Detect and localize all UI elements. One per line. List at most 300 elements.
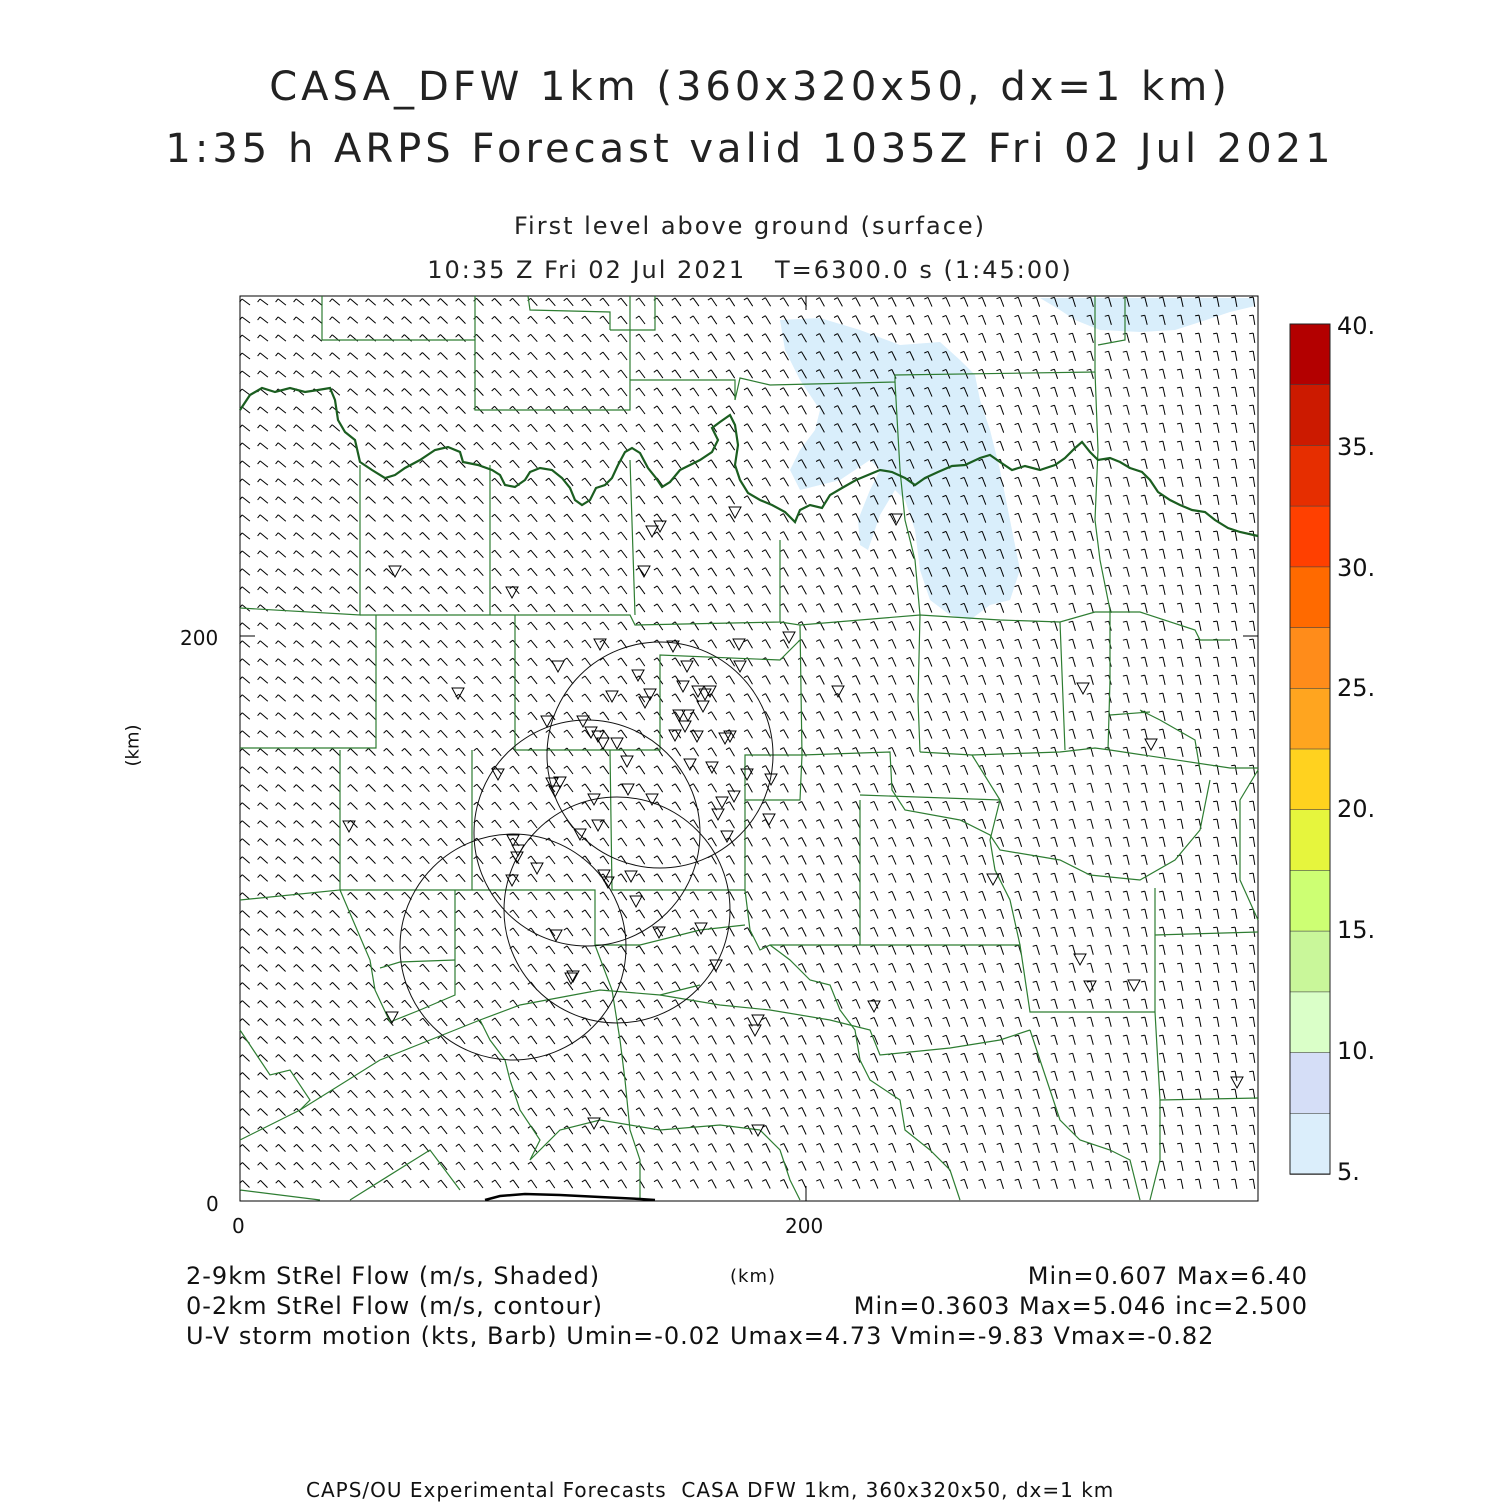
barb-flag — [762, 928, 766, 930]
barb-staff — [260, 677, 268, 684]
barb-staff — [296, 947, 303, 954]
barb-flag — [420, 766, 423, 769]
barb-flag — [1177, 711, 1181, 712]
barb-flag — [582, 424, 585, 427]
barb-staff — [278, 335, 286, 341]
barb-staff — [260, 299, 268, 305]
barb-flag — [366, 497, 369, 500]
barb-flag — [276, 695, 279, 698]
barb-staff — [369, 713, 376, 720]
barb-staff — [567, 1000, 573, 1008]
barb-flag — [420, 1072, 423, 1075]
barb-staff — [639, 532, 645, 540]
barb-flag — [744, 712, 748, 714]
barb-flag — [1177, 837, 1181, 838]
barb-staff — [1199, 333, 1201, 343]
barb-flag — [1033, 549, 1037, 550]
barb-flag — [726, 874, 729, 876]
barb-staff — [1199, 981, 1201, 991]
barb-flag — [1105, 477, 1109, 478]
barb-flag — [1159, 1035, 1163, 1036]
barb-staff — [621, 1036, 626, 1044]
barb-staff — [892, 963, 896, 972]
barb-flag — [1195, 423, 1199, 424]
barb-staff — [1055, 657, 1058, 667]
barb-staff — [531, 910, 537, 918]
barb-flag — [1051, 495, 1055, 496]
barb-staff — [513, 766, 519, 774]
barb-flag — [294, 731, 297, 734]
barb-staff — [693, 550, 698, 558]
barb-flag — [997, 1017, 1001, 1018]
barb-staff — [766, 532, 771, 541]
barb-flag — [1249, 603, 1253, 604]
barb-staff — [1037, 873, 1040, 883]
barb-staff — [712, 910, 717, 919]
barb-staff — [477, 748, 483, 756]
barb-staff — [332, 821, 339, 828]
barb-staff — [369, 731, 376, 738]
barb-flag — [330, 479, 333, 482]
barb-flag — [1105, 711, 1109, 712]
barb-flag — [1123, 1035, 1127, 1036]
barb-staff — [675, 784, 680, 792]
barb-staff — [387, 694, 394, 701]
barb-flag — [925, 963, 929, 965]
barb-flag — [978, 297, 982, 298]
barb-flag — [834, 874, 838, 876]
barb-staff — [1145, 819, 1147, 829]
barb-staff — [314, 749, 321, 756]
barb-flag — [924, 693, 928, 695]
barb-flag — [1231, 801, 1235, 802]
barb-staff — [278, 767, 285, 774]
barb-flag — [438, 1072, 441, 1075]
barb-staff — [1253, 549, 1255, 559]
barb-staff — [1253, 801, 1255, 811]
barb-staff — [242, 749, 250, 756]
barb-staff — [730, 946, 735, 955]
barb-staff — [1073, 729, 1076, 739]
barb-flag — [1195, 369, 1199, 370]
barb-staff — [712, 1018, 717, 1027]
barb-flag — [366, 461, 369, 464]
barb-staff — [585, 802, 591, 810]
barb-flag — [870, 586, 874, 588]
barb-staff — [1036, 531, 1039, 540]
barb-staff — [477, 496, 484, 503]
barb-staff — [693, 424, 699, 432]
barb-staff — [260, 623, 268, 629]
barb-flag — [798, 532, 802, 534]
barb-flag — [744, 568, 747, 570]
barb-flag — [1033, 765, 1037, 766]
barb-staff — [675, 694, 680, 702]
barb-staff — [1163, 711, 1165, 721]
barb-staff — [802, 874, 806, 883]
barb-staff — [784, 658, 789, 667]
barb-staff — [459, 676, 466, 683]
barb-flag — [961, 729, 965, 730]
barb-flag — [546, 874, 549, 876]
barb-staff — [477, 586, 484, 593]
barb-staff — [838, 964, 842, 973]
barb-flag — [276, 551, 279, 554]
barb-staff — [964, 315, 968, 324]
barb-flag — [1033, 711, 1037, 712]
barb-staff — [296, 533, 304, 540]
barb-flag — [492, 316, 495, 319]
barb-flag — [852, 1017, 856, 1019]
barb-staff — [297, 1019, 304, 1026]
barb-staff — [495, 1018, 501, 1026]
barb-flag — [1141, 981, 1145, 982]
barb-staff — [711, 640, 716, 649]
barb-flag — [708, 586, 711, 588]
barb-staff — [639, 766, 645, 774]
barb-flag — [1069, 981, 1073, 982]
barb-staff — [1181, 531, 1183, 541]
barb-flag — [997, 909, 1001, 910]
barb-staff — [820, 550, 825, 559]
barb-flag — [906, 585, 910, 587]
barb-flag — [438, 892, 441, 895]
barb-staff — [513, 676, 519, 684]
barb-staff — [1253, 405, 1255, 415]
barb-flag — [348, 551, 351, 554]
barb-flag — [474, 1000, 477, 1003]
barb-staff — [549, 928, 555, 936]
barb-flag — [582, 676, 585, 678]
barb-staff — [748, 946, 753, 955]
barb-flag — [672, 766, 675, 768]
barb-flag — [726, 1000, 730, 1002]
barb-flag — [636, 550, 639, 552]
barb-staff — [1163, 729, 1165, 739]
barb-flag — [294, 353, 297, 356]
barb-flag — [961, 999, 965, 1000]
barb-staff — [892, 675, 896, 684]
barb-staff — [350, 677, 357, 684]
barb-flag — [636, 370, 639, 372]
barb-staff — [603, 784, 609, 792]
barb-staff — [513, 460, 520, 468]
barb-staff — [1199, 477, 1201, 487]
barb-flag — [1249, 297, 1253, 298]
barb-flag — [852, 945, 856, 947]
barb-staff — [531, 442, 538, 450]
barb-staff — [838, 730, 842, 739]
barb-flag — [312, 911, 315, 914]
barb-flag — [258, 1019, 261, 1022]
barb-staff — [982, 351, 986, 360]
barb-staff — [1109, 549, 1112, 559]
barb-staff — [964, 1017, 967, 1026]
barb-flag — [852, 981, 856, 983]
barb-flag — [402, 1000, 405, 1003]
barb-flag — [528, 424, 531, 427]
barb-flag — [834, 910, 838, 912]
barb-flag — [1141, 405, 1145, 406]
barb-flag — [420, 353, 423, 356]
barb-staff — [278, 821, 285, 828]
barb-staff — [242, 677, 250, 683]
barb-staff — [260, 533, 268, 539]
barb-staff — [874, 676, 878, 685]
barb-staff — [1199, 603, 1201, 613]
barb-flag — [1159, 855, 1163, 856]
barb-staff — [838, 820, 842, 829]
barb-staff — [621, 586, 627, 594]
barb-flag — [798, 820, 802, 822]
barb-flag — [852, 873, 856, 875]
barb-staff — [315, 1072, 322, 1079]
barb-staff — [748, 712, 753, 721]
barb-staff — [459, 352, 466, 359]
barb-flag — [1015, 387, 1019, 388]
barb-flag — [1159, 801, 1163, 802]
barb-staff — [1163, 639, 1165, 649]
barb-flag — [510, 784, 513, 787]
barb-staff — [802, 784, 807, 793]
barb-staff — [314, 497, 322, 504]
barb-staff — [1145, 531, 1147, 541]
barb-flag — [1213, 351, 1217, 352]
barb-staff — [693, 604, 698, 612]
barb-flag — [979, 963, 983, 964]
barb-flag — [384, 892, 387, 895]
barb-staff — [802, 928, 806, 937]
barb-staff — [549, 856, 555, 864]
barb-flag — [402, 479, 405, 482]
barb-flag — [1249, 639, 1253, 640]
barb-staff — [928, 819, 932, 828]
barb-staff — [1127, 693, 1129, 703]
barb-staff — [982, 1053, 985, 1062]
barb-staff — [1217, 441, 1219, 451]
barb-flag — [348, 353, 351, 356]
barb-staff — [964, 693, 968, 702]
barb-staff — [297, 1072, 304, 1079]
barb-staff — [404, 443, 411, 450]
barb-staff — [1000, 927, 1003, 936]
barb-staff — [260, 443, 268, 449]
barb-flag — [366, 623, 369, 626]
barb-flag — [816, 550, 820, 552]
barb-staff — [711, 316, 717, 324]
barb-staff — [838, 910, 842, 919]
barb-flag — [1213, 729, 1217, 730]
barb-flag — [510, 622, 513, 625]
barb-staff — [1073, 567, 1076, 577]
barb-staff — [748, 964, 753, 973]
barb-staff — [1199, 729, 1201, 739]
barb-flag — [1105, 1035, 1109, 1036]
barb-staff — [441, 874, 448, 882]
barb-staff — [368, 659, 375, 666]
barb-flag — [276, 605, 279, 608]
barb-flag — [564, 550, 567, 553]
barb-staff — [1091, 513, 1094, 523]
barb-staff — [314, 371, 322, 377]
barb-staff — [892, 693, 896, 702]
barb-flag — [744, 1036, 748, 1038]
barb-staff — [585, 946, 591, 954]
barb-staff — [1127, 549, 1130, 559]
barb-staff — [369, 874, 376, 881]
barb-flag — [997, 1053, 1001, 1054]
barb-flag — [1249, 873, 1253, 874]
barb-flag — [1015, 909, 1019, 910]
barb-staff — [784, 892, 789, 901]
barb-flag — [330, 1072, 333, 1075]
barb-flag — [780, 496, 783, 498]
barb-flag — [870, 747, 874, 749]
barb-flag — [618, 334, 621, 337]
barb-flag — [636, 532, 639, 534]
barb-flag — [834, 946, 838, 948]
barb-staff — [1181, 585, 1183, 595]
barb-staff — [729, 658, 734, 667]
barb-flag — [870, 622, 874, 624]
barb-flag — [672, 784, 675, 786]
barb-staff — [910, 531, 914, 540]
barb-flag — [1231, 441, 1235, 442]
barb-staff — [730, 964, 735, 973]
barb-staff — [315, 1018, 322, 1025]
barb-flag — [744, 748, 747, 750]
barb-staff — [1055, 783, 1058, 793]
barb-flag — [366, 1018, 369, 1021]
barb-staff — [459, 712, 466, 719]
barb-staff — [242, 731, 250, 737]
barb-staff — [856, 496, 860, 505]
barb-flag — [366, 1072, 369, 1075]
barb-flag — [348, 317, 351, 320]
barb-flag — [636, 946, 639, 948]
barb-staff — [441, 371, 448, 378]
barb-staff — [1037, 891, 1040, 901]
barb-flag — [636, 568, 639, 570]
barb-staff — [1018, 333, 1021, 342]
barb-staff — [441, 694, 448, 701]
barb-flag — [384, 856, 387, 859]
barb-flag — [906, 334, 910, 336]
barb-flag — [636, 496, 639, 498]
barb-staff — [784, 604, 789, 613]
barb-flag — [600, 802, 603, 804]
barb-staff — [603, 856, 609, 864]
barb-flag — [564, 892, 567, 894]
barb-staff — [1253, 477, 1255, 487]
barb-flag — [960, 315, 964, 317]
barb-flag — [1069, 1053, 1073, 1054]
barb-staff — [585, 820, 591, 828]
barb-staff — [946, 297, 950, 306]
barb-staff — [278, 623, 286, 630]
barb-flag — [798, 604, 802, 606]
barb-staff — [675, 838, 680, 846]
barb-staff — [820, 748, 824, 757]
barb-staff — [1000, 423, 1003, 432]
barb-staff — [766, 604, 771, 613]
barb-flag — [1213, 1035, 1217, 1036]
barb-staff — [693, 712, 698, 720]
barb-staff — [423, 568, 430, 575]
barb-staff — [278, 965, 285, 972]
barb-flag — [366, 964, 369, 967]
barb-staff — [856, 316, 861, 325]
barb-flag — [258, 353, 261, 356]
barb-flag — [276, 569, 279, 572]
barb-staff — [513, 640, 519, 648]
barb-staff — [1163, 351, 1165, 361]
barb-staff — [748, 892, 753, 901]
barb-flag — [636, 316, 639, 318]
barb-staff — [1109, 477, 1112, 487]
barb-staff — [278, 803, 285, 810]
barb-staff — [892, 639, 896, 648]
barb-flag — [1123, 927, 1127, 928]
barb-flag — [330, 605, 333, 608]
barb-staff — [350, 641, 357, 648]
barb-staff — [278, 839, 285, 846]
barb-flag — [979, 999, 983, 1000]
barb-flag — [1231, 657, 1235, 658]
barb-staff — [1199, 567, 1201, 577]
barb-staff — [513, 298, 520, 305]
barb-staff — [1055, 999, 1058, 1009]
barb-flag — [961, 639, 965, 641]
barb-staff — [1018, 855, 1021, 865]
barb-flag — [384, 533, 387, 536]
barb-staff — [693, 478, 699, 486]
barb-flag — [924, 891, 928, 893]
barb-staff — [1000, 333, 1004, 342]
barb-flag — [474, 1072, 477, 1075]
barb-staff — [332, 515, 339, 522]
barb-flag — [312, 1018, 315, 1021]
barb-staff — [729, 298, 734, 306]
barb-staff — [1000, 603, 1003, 612]
barb-flag — [672, 1054, 676, 1056]
barb-staff — [531, 838, 537, 846]
barb-staff — [296, 857, 303, 864]
barb-staff — [242, 335, 250, 341]
barb-staff — [1253, 855, 1255, 865]
barb-staff — [1091, 927, 1094, 937]
barb-staff — [928, 855, 932, 864]
barb-staff — [874, 819, 878, 828]
barb-flag — [654, 604, 657, 606]
barb-staff — [1199, 873, 1201, 883]
barb-flag — [402, 982, 405, 985]
barb-flag — [1069, 585, 1073, 586]
barb-flag — [672, 460, 675, 462]
barb-flag — [870, 783, 874, 785]
barb-flag — [780, 1000, 784, 1002]
barb-flag — [384, 748, 387, 751]
barb-flag — [636, 838, 639, 840]
barb-staff — [423, 712, 430, 719]
barb-staff — [1037, 765, 1040, 775]
barb-staff — [531, 316, 538, 323]
barb-staff — [657, 766, 662, 774]
barb-staff — [1036, 585, 1039, 594]
barb-flag — [438, 406, 441, 409]
barb-flag — [618, 658, 621, 660]
barb-flag — [510, 370, 513, 373]
